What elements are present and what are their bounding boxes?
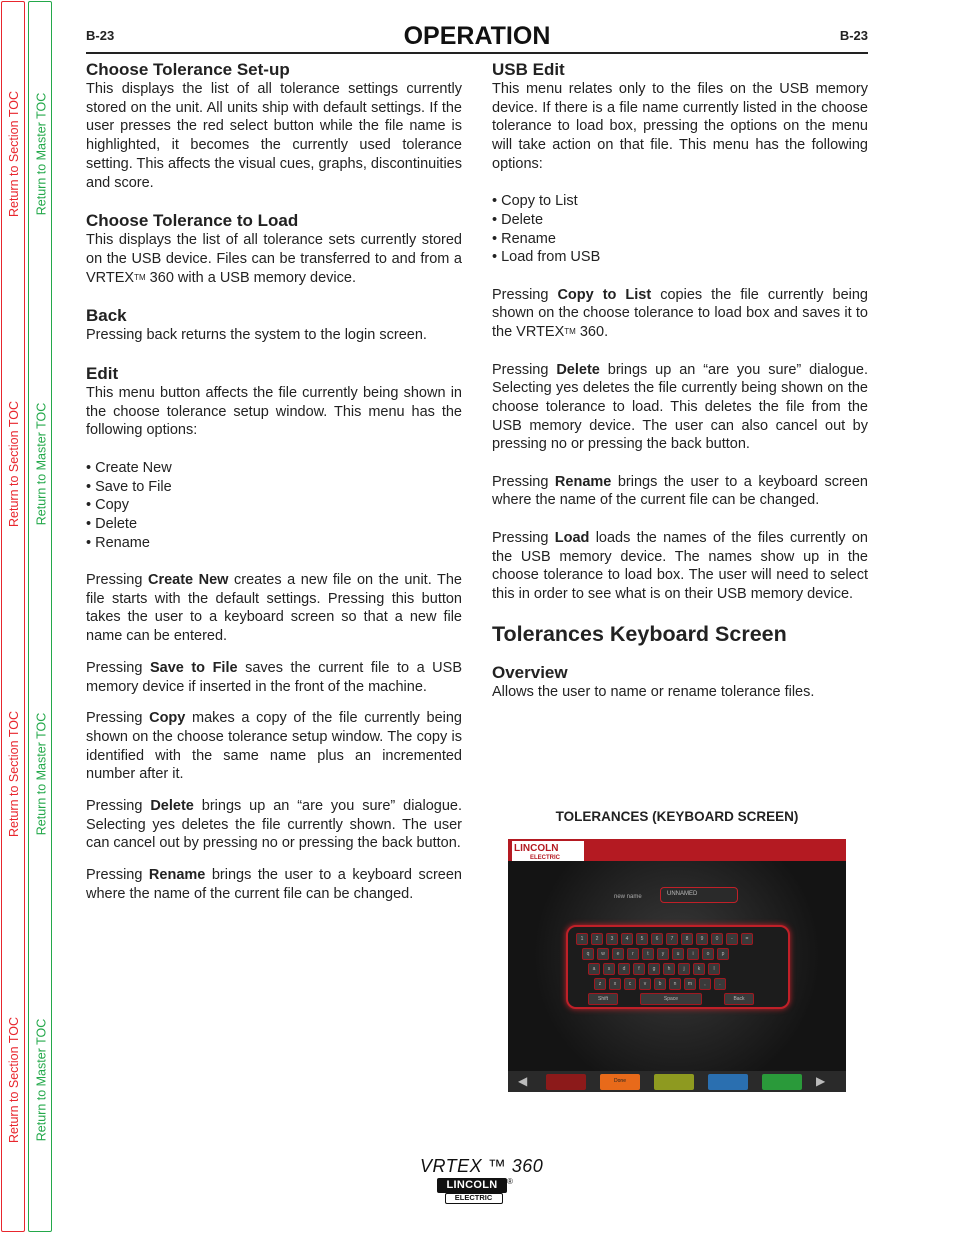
keyboard-key[interactable]: t xyxy=(642,948,654,960)
keyboard-key[interactable]: d xyxy=(618,963,630,975)
section-heading: Back xyxy=(86,306,127,326)
keyboard-key[interactable]: , xyxy=(699,978,711,990)
lincoln-electric-logo: LINCOLN ELECTRIC ® xyxy=(437,1178,513,1206)
keyboard-key[interactable]: m xyxy=(684,978,696,990)
model-name: VRTEX ™ 360 xyxy=(420,1156,544,1176)
keyboard-row xyxy=(576,933,753,945)
return-to-master-toc-link[interactable]: Return to Master TOC xyxy=(34,1018,48,1142)
paragraph: Pressing Save to File saves the current file to a USB memory device if inserted in the front of the machine. xyxy=(86,659,462,695)
keyboard-key[interactable]: q xyxy=(582,948,594,960)
page-number-right: B-23 xyxy=(839,28,868,43)
keyboard-key[interactable]: v xyxy=(639,978,651,990)
section-heading: Choose Tolerance to Load xyxy=(86,211,299,231)
paragraph: Allows the user to name or rename tolerance files. xyxy=(492,683,815,700)
screen-menu-button[interactable] xyxy=(708,1074,748,1090)
keyboard-key[interactable]: f xyxy=(633,963,645,975)
paragraph: This displays the list of all tolerance sets currently stored on the USB device. Files can be transferred to and from a VRTEX™ 360 with a USB memory device. xyxy=(86,232,462,286)
paragraph: Pressing Rename brings the user to a keyboard screen where the name of the current file can be changed. xyxy=(86,867,462,902)
keyboard-key[interactable]: p xyxy=(717,948,729,960)
list-item: • Load from USB xyxy=(492,249,601,266)
keyboard-key[interactable]: . xyxy=(714,978,726,990)
keyboard-row xyxy=(582,948,729,960)
keyboard-key[interactable]: Space xyxy=(640,993,702,1005)
paragraph: Pressing Create New creates a new file on the unit. The file starts with the default settings. Pressing this button takes the user to a keyboard screen so that a new file name can be entered. xyxy=(86,572,462,645)
paragraph: This menu button affects the file currently being shown in the choose tolerance setup window. This menu has the following options: xyxy=(86,385,462,439)
list-item: • Rename xyxy=(492,230,556,247)
paragraph: Pressing Copy makes a copy of the file currently being shown on the choose tolerance setup window. The copy is identified with the same name plus an incremented number after it. xyxy=(86,710,462,783)
screen-menu-button[interactable] xyxy=(600,1074,640,1090)
list-item: • Copy to List xyxy=(492,193,578,210)
section-heading: Edit xyxy=(86,364,119,384)
keyboard-key[interactable]: h xyxy=(663,963,675,975)
keyboard-key[interactable]: s xyxy=(603,963,615,975)
major-heading: Tolerances Keyboard Screen xyxy=(492,621,787,646)
keyboard-key[interactable]: 7 xyxy=(666,933,678,945)
return-to-section-toc-link[interactable]: Return to Section TOC xyxy=(7,1017,21,1143)
keyboard-key[interactable]: a xyxy=(588,963,600,975)
keyboard-key[interactable]: c xyxy=(624,978,636,990)
keyboard-key[interactable]: 3 xyxy=(606,933,618,945)
list-item: • Rename xyxy=(86,534,150,551)
keyboard-key[interactable]: z xyxy=(594,978,606,990)
paragraph: Pressing back returns the system to the login screen. xyxy=(86,327,427,344)
lincoln-logo: LINCOLN ELECTRIC xyxy=(511,840,585,868)
keyboard-key[interactable]: l xyxy=(708,963,720,975)
keyboard-key[interactable]: b xyxy=(654,978,666,990)
keyboard-key[interactable]: 9 xyxy=(696,933,708,945)
keyboard-key[interactable]: j xyxy=(678,963,690,975)
name-label: new name xyxy=(614,894,642,900)
list-item: • Save to File xyxy=(86,478,172,495)
onscreen-keyboard xyxy=(566,925,790,1009)
page-number-left: B-23 xyxy=(86,28,115,43)
screen-bottom-bar xyxy=(508,1071,846,1092)
paragraph: Pressing Copy to List copies the file currently being shown on the choose tolerance to load box and saves it to the VRTEX™ 360. xyxy=(492,286,868,341)
keyboard-key[interactable]: Back xyxy=(724,993,754,1005)
paragraph: Pressing Delete brings up an “are you sure” dialogue. Selecting yes deletes the file currently being shown on the choose tolerance to load. This deletes the file from the USB memory device. The user can also cancel out by pressing no or pressing the back button. xyxy=(492,361,868,453)
keyboard-row xyxy=(594,978,726,990)
keyboard-key[interactable]: w xyxy=(597,948,609,960)
screen-body xyxy=(508,861,846,1071)
keyboard-screen-figure xyxy=(508,839,846,1092)
keyboard-key[interactable]: 0 xyxy=(711,933,723,945)
return-to-section-toc-link[interactable]: Return to Section TOC xyxy=(7,711,21,837)
list-item: • Delete xyxy=(86,515,138,532)
keyboard-key[interactable]: u xyxy=(672,948,684,960)
section-heading: Choose Tolerance Set-up xyxy=(86,60,290,79)
paragraph: Pressing Load loads the names of the files currently on the USB memory device. The names show up in the choose tolerance to load box. The user will need to select this in order to see what is on their USB memory device. xyxy=(492,529,868,602)
keyboard-key[interactable]: Shift xyxy=(588,993,618,1005)
screen-menu-button[interactable] xyxy=(546,1074,586,1090)
keyboard-key[interactable]: 5 xyxy=(636,933,648,945)
keyboard-key[interactable]: e xyxy=(612,948,624,960)
option-list xyxy=(86,459,462,553)
left-arrow-icon[interactable]: ◀ xyxy=(518,1074,528,1088)
keyboard-key[interactable]: 6 xyxy=(651,933,663,945)
keyboard-key[interactable]: n xyxy=(669,978,681,990)
list-item: • Delete xyxy=(492,211,544,228)
return-to-master-toc-link[interactable]: Return to Master TOC xyxy=(34,712,48,836)
return-to-section-toc-link[interactable]: Return to Section TOC xyxy=(7,91,21,217)
keyboard-key[interactable]: 2 xyxy=(591,933,603,945)
return-to-master-toc-link[interactable]: Return to Master TOC xyxy=(34,92,48,216)
paragraph: This displays the list of all tolerance settings currently stored on the unit. All units ship with default settings. If the user presses the red select button while the file name is highlighted, it becomes the currently used tolerance setting. This affects the visual cues, graphs, discontinuities and score. xyxy=(86,81,462,191)
keyboard-key[interactable]: 4 xyxy=(621,933,633,945)
keyboard-key[interactable]: r xyxy=(627,948,639,960)
keyboard-key[interactable]: 1 xyxy=(576,933,588,945)
keyboard-key[interactable]: 8 xyxy=(681,933,693,945)
list-item: • Create New xyxy=(86,459,172,476)
master-toc-sidebar xyxy=(28,1,52,1232)
right-arrow-icon[interactable]: ▶ xyxy=(816,1074,826,1088)
keyboard-key[interactable]: g xyxy=(648,963,660,975)
section-toc-sidebar xyxy=(1,1,25,1232)
keyboard-key[interactable]: x xyxy=(609,978,621,990)
right-column xyxy=(492,59,868,701)
keyboard-key[interactable]: o xyxy=(702,948,714,960)
page-title: OPERATION xyxy=(403,22,551,50)
figure-caption: TOLERANCES (KEYBOARD SCREEN) xyxy=(555,809,799,824)
return-to-master-toc-link[interactable]: Return to Master TOC xyxy=(34,402,48,526)
header-rule xyxy=(86,52,868,54)
section-heading: USB Edit xyxy=(492,60,565,79)
keyboard-key[interactable]: k xyxy=(693,963,705,975)
paragraph: Pressing Delete brings up an “are you sure” dialogue. Selecting yes deletes the file currently shown. The user can cancel out by pressing no or pressing the back button. xyxy=(86,798,462,852)
keyboard-key[interactable]: i xyxy=(687,948,699,960)
keyboard-row xyxy=(588,963,720,975)
screen-menu-button-label: Done xyxy=(614,1078,626,1084)
keyboard-key[interactable]: y xyxy=(657,948,669,960)
return-to-section-toc-link[interactable]: Return to Section TOC xyxy=(7,401,21,527)
keyboard-key[interactable]: = xyxy=(741,933,753,945)
keyboard-key[interactable]: - xyxy=(726,933,738,945)
keyboard-row xyxy=(588,993,754,1005)
screen-menu-button[interactable] xyxy=(762,1074,802,1090)
paragraph: This menu relates only to the files on the USB memory device. If there is a file name currently listed in the choose tolerance to load box, pressing the options on the menu will take action on that file. This menu has the following options: xyxy=(492,81,868,172)
list-item: • Copy xyxy=(86,497,129,514)
section-heading: Overview xyxy=(492,662,568,682)
option-list xyxy=(492,192,868,267)
screen-menu-button[interactable] xyxy=(654,1074,694,1090)
paragraph: Pressing Rename brings the user to a keyboard screen where the name of the current file can be changed. xyxy=(492,473,868,509)
left-column xyxy=(86,59,462,904)
name-input[interactable]: UNNAMED xyxy=(660,887,738,903)
